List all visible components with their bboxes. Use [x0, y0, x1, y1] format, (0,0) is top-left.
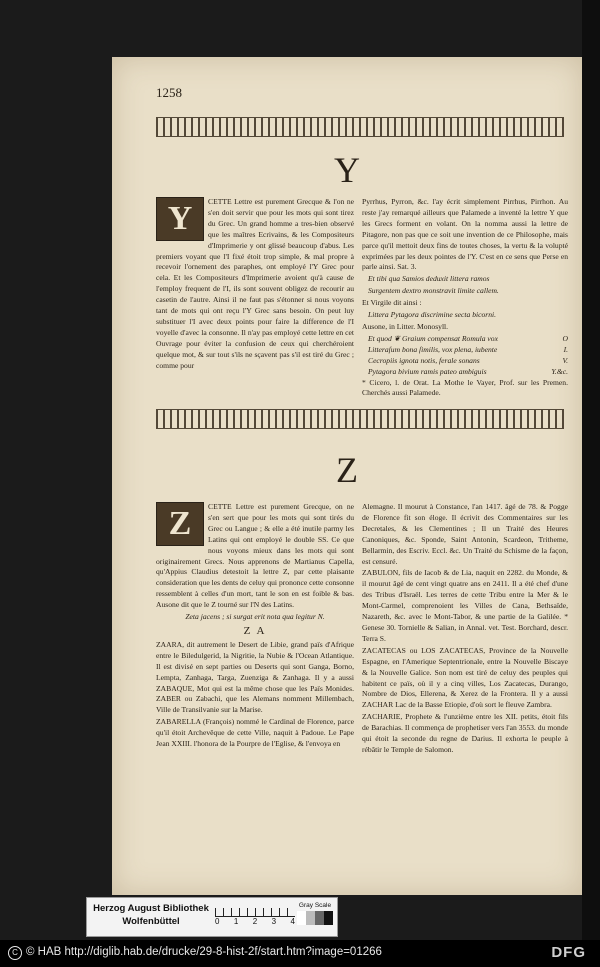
color-scale [215, 902, 333, 932]
library-name: Herzog August Bibliothek Wolfenbüttel [93, 903, 209, 927]
cm-ruler [215, 908, 295, 917]
y-right-intro: Pyrrhus, Pyrron, &c. l'ay écrit simplement Pirrhus, Pirrhon. Au reste j'ay remarqué ailleurs que Palamede a inventé la lettre Y que les Grecs forment en volant. On la nomma aussi la lettre de Pitagore, non pas que ce soit une invention de ce Philosophe, mais parce qu'il mettoit deux fins de toutes choses, la vertu & la volupté exprimées par les deux pointes de l'Y. C'est en ce sens que Perse en parle ainsi. Sat. 3. [362, 197, 568, 272]
y-paragraph: CETTE Lettre est purement Grecque & l'on ne s'en doit servir que pour les mots qui sont tirez du Grec. Un grand homme a tres-bien observé que les maîtres Ecrivains, & les Compositeurs d'Imprimerie y ont glissé beaucoup d'abus. Les premiers voyant que l'I fixé étoit trop simple, & mal propre à recevoir l'ornement des paraphes, ont employé l'Y Grec pour cela. Et les Compositeurs d'Imprimerie avoient qu'à cause de l'employ frequent de l'I, ils sont souvent obligez de recourir au casetin de l'autre. Ainsi il ne faut pas s'étonner si nous voyons tant de mots qui ont reçu l'Y Grec sans besoin. On peut luy substituer l'I avec deux points pour faire la difference de l'I voyelle d'avec la consonne. Il n'ay pas employé cette lettre en cet Ouvrage pour éviter la confusion de ceux qui cherchéroient quelque mot, & sur tout s'ils ne sçavent pas s'il est tiré du Grec ; comme pour [156, 197, 354, 370]
perse-verse-2: Surgentem dextro monstravit limite callem. [368, 286, 499, 296]
drop-cap-z: Z [156, 502, 204, 546]
book-spine [582, 0, 600, 967]
ornament-band-middle [156, 409, 564, 429]
za-heading: Z A [243, 624, 267, 637]
y-left-column [156, 197, 354, 399]
z-right-column [362, 502, 568, 892]
dfg-logo: DFG [551, 944, 586, 961]
entry-zabarella: ZABARELLA (François) nommé le Cardinal de Florence, parce qu'il étoit Archevêque de cette Ville, naquit à Padoue. Le Pape Jean XXIII. l'honora de la Pourpre de l'Eglise, & l'envoya en [156, 717, 354, 749]
section-letter-y: Y [334, 150, 360, 190]
book-page [112, 57, 582, 895]
ruler-ticks: 0 1 2 3 4 [215, 917, 295, 926]
virgile-verse: Littera Pytagora discrimine secta bicorni. [368, 310, 497, 320]
entry-zaara: ZAARA, dit autrement le Desert de Libie, grand païs d'Afrique entre le Biledulgerid, la Nigritie, la Nubie & l'Ocean Atlantique. Il est divisé en sept parties ou Deserts qui sont Ganga, Borno, Lempta, Zanhaga, Targa, Zuenziga & Zanhaga. Il y a aussi ZABAQUE, Mot qui est la même chose que les Païs Monides. ZABER ou Zabachi, que les Alemans nomment Millembach, Ville de Transilvanie sur la Marise. [156, 639, 354, 715]
ausone-line-1: Et quod ❦ Graium compensat Romula vox O [368, 333, 568, 343]
y-references: * Cicero, l. de Orat. La Mothe le Vayer, Prof. sur les Premen. Cherchés aussi Palamede. [362, 377, 568, 398]
perse-verse-1: Et tibi qua Samios deduxit littera ramos [368, 274, 490, 284]
library-label-card [86, 897, 338, 937]
entry-zacharie: ZACHARIE, Prophete & l'unzième entre les XII. petits, étoit fils de Barachias. Il commença de prophetiser vers l'an 3553. du monde qui étoit la seconde du regne de Darius. Il exhorta le peuple à rébâtir le Temple de Salomon. [362, 712, 568, 754]
gray-scale-patch: Gray Scale [297, 902, 333, 932]
ausone-intro: Ausone, in Litter. Monosyll. [362, 321, 449, 331]
zabarella-continued: Alemagne. Il mourut à Constance, l'an 1417. âgé de 78. & Pogge de Florence fit son éloge. Il écrivit des Commentaires sur les Decretales, & les Clementines ; Il un Traité des Heures Canoniques, &c. Sponde, Saint Antonin, Scardeon, Tritheme, Bellarmin, des Escriv. Eccl. &c. Un Traité du Schisme de la façon, est censuré. [362, 502, 568, 566]
ornament-band-top [156, 117, 564, 137]
copyright-link[interactable]: © HAB http://diglib.hab.de/drucke/29-8-hist-2f/start.htm?image=01266 [26, 946, 382, 958]
copyright-icon: C [8, 946, 22, 960]
viewer-footer [0, 940, 600, 967]
page-number: 1258 [156, 85, 182, 100]
ausone-z-verse: Zeta jacens ; si surgat erit nota qua legitur N. [185, 612, 325, 622]
ausone-line-3: Cecropiis ignota notis, ferale sonans V. [368, 355, 568, 365]
entry-zabulon: ZABULON, fils de Iacob & de Lia, naquit en 2282. du Monde, & il mourut âgé de cent vingt quatre ans en 2411. Il a été chef d'une des Tribus d'Israël. Les terres de cette Tribu entre la Mer & le Mont-Carmel, comprenoient les Villes de Cana, Bethsaïde, Nazareth, &c. avec le Mont-Tabor, & une partie de la Galilée. * Genese 30. Tornielle & Salian, in Annal. vet. Test. Borchard, descr. Terra S. [362, 568, 568, 643]
section-letter-z: Z [336, 450, 358, 490]
virgile-intro: Et Virgile dit ainsi : [362, 298, 422, 308]
ausone-line-4: Pytagora bivium ramis pateo ambiguis Y.&c. [368, 366, 568, 376]
z-intro: CETTE Lettre est purement Grecque, on ne s'en sert que pour les mots qui sont tirés du Grec ou Langue ; & elle a été inutile parmy les Latins qui ont employé le double SS. Ce que nous voyons mieux dans les mots qui sont originairement Grecs. Nous apprenons de Martianus Capella, qu'Appius Claudius detestoit la lettre Z, par cette plaisante consideration que les dents de celuy qui prononce cette consonne ressemblent à celles d'un mort, tant le son en est foible & bas. Ausone dit que le Z tourné sur l'N des Latins. [156, 502, 355, 610]
z-left-column [156, 502, 354, 892]
ausone-line-2: Litteraſum bona ſimilis, vox plena, iubente I. [368, 344, 568, 354]
entry-zacatecas: ZACATECAS ou LOS ZACATECAS, Province de la Nouvelle Espagne, en l'Amerique Septentrionale, entre la Nouvelle Biscaye & la Nouvelle Galice. Son nom est tiré de celuy des peuples qui habitent ce païs, où il y a cinq villes, Los Zacatecas, Durango, Nombre de Dios, Ellerena, & Xerez de la Frontera. Il y a aussi ZACHAR Lac de la Basse Etiopie, d'où sort le fleuve Zambra. [362, 645, 568, 710]
drop-cap-y: Y [156, 197, 204, 241]
